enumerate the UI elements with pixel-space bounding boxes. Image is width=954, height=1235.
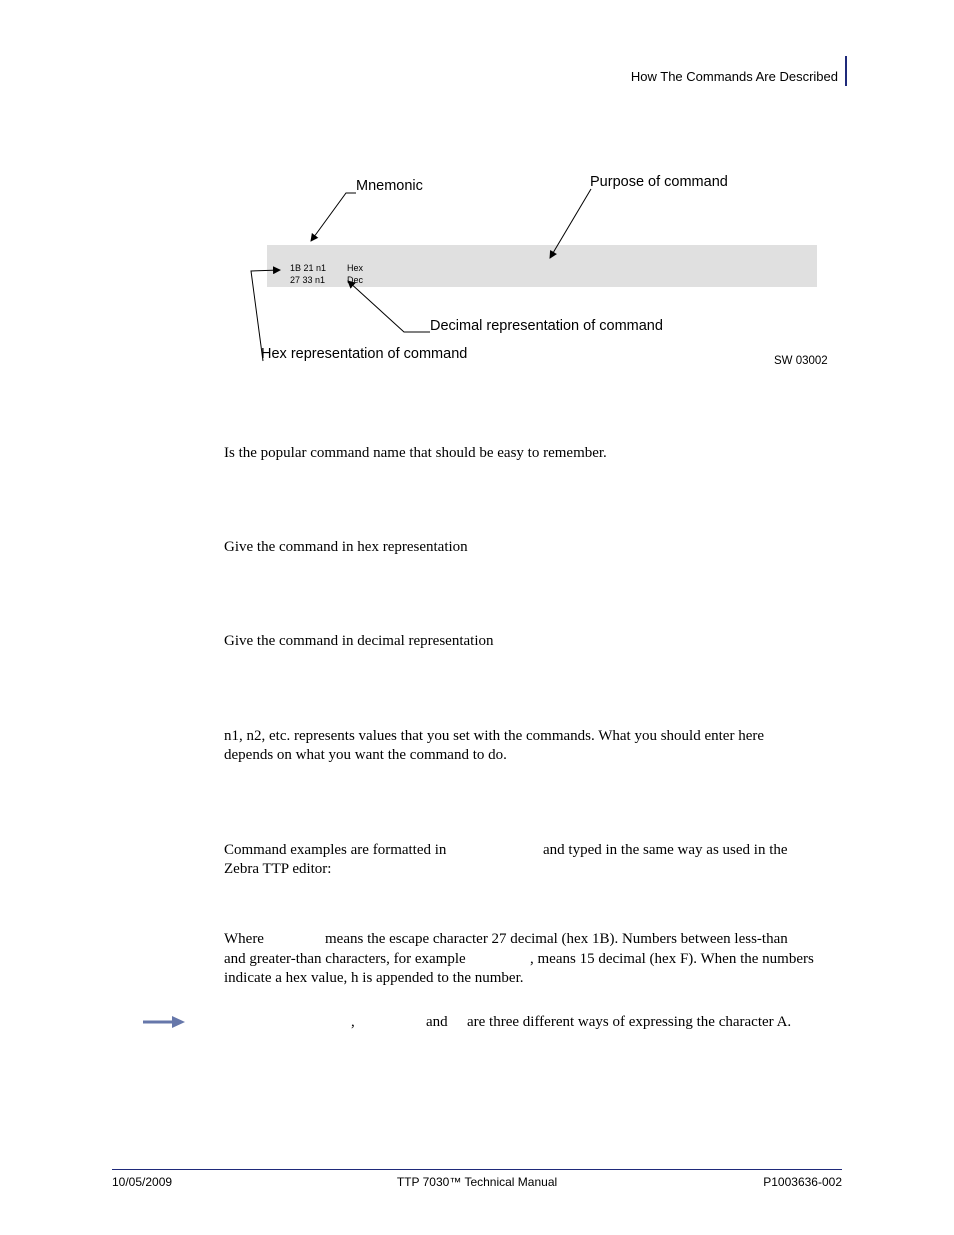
figure-id: SW 03002: [774, 355, 828, 367]
purpose-leader-arrow: [550, 189, 591, 258]
where-line-3: indicate a hex value, h is appended to the number.: [224, 970, 524, 986]
decimal-description: Give the command in decimal representation: [224, 633, 494, 649]
callout-hex: Hex representation of command: [261, 346, 468, 362]
callout-leader-lines: [0, 0, 954, 400]
hex-leader-arrow: [251, 270, 280, 361]
parameters-line-2: depends on what you want the command to do.: [224, 747, 507, 763]
page-section-title: How The Commands Are Described: [630, 69, 838, 84]
examples-text-part-1: Command examples are formatted in: [224, 842, 447, 858]
footer-part-number: P1003636-002: [763, 1175, 842, 1189]
where-line-2-part-2: , means 15 decimal (hex F). When the numbers: [530, 951, 814, 967]
callout-decimal: Decimal representation of command: [430, 318, 663, 334]
note-comma: ,: [351, 1014, 355, 1030]
command-description-diagram: [0, 0, 954, 400]
footer-date: 10/05/2009: [112, 1175, 173, 1189]
footer-manual-title: TTP 7030™ Technical Manual: [396, 1175, 558, 1189]
mnemonic-description: Is the popular command name that should be easy to remember.: [224, 445, 607, 461]
callout-mnemonic: Mnemonic: [356, 178, 423, 194]
code-hex: 1B 21 n1: [290, 263, 327, 273]
note-text: are three different ways of expressing the character A.: [467, 1014, 792, 1030]
code-hex-label: Hex: [347, 263, 364, 273]
mnemonic-leader-arrow: [311, 193, 356, 241]
parameters-line-1: n1, n2, etc. represents values that you set with the commands. What you should enter here: [224, 728, 764, 744]
where-text-part-2: means the escape character 27 decimal (hex 1B). Numbers between less-than: [325, 931, 788, 947]
note-and: and: [426, 1014, 448, 1030]
note-arrow-icon: [142, 1014, 186, 1030]
examples-text-part-2: and typed in the same way as used in the: [543, 842, 788, 858]
code-dec: 27 33 n1: [290, 275, 326, 285]
code-dec-label: Dec: [347, 275, 364, 285]
where-line-2-part-1: and greater-than characters, for example: [224, 951, 466, 967]
hex-description: Give the command in hex representation: [224, 539, 468, 555]
where-text-part-1: Where: [224, 931, 264, 947]
footer-divider: [112, 1169, 842, 1170]
decimal-leader-arrow: [348, 281, 430, 332]
callout-purpose: Purpose of command: [590, 174, 728, 190]
examples-text-line-2: Zebra TTP editor:: [224, 861, 332, 877]
